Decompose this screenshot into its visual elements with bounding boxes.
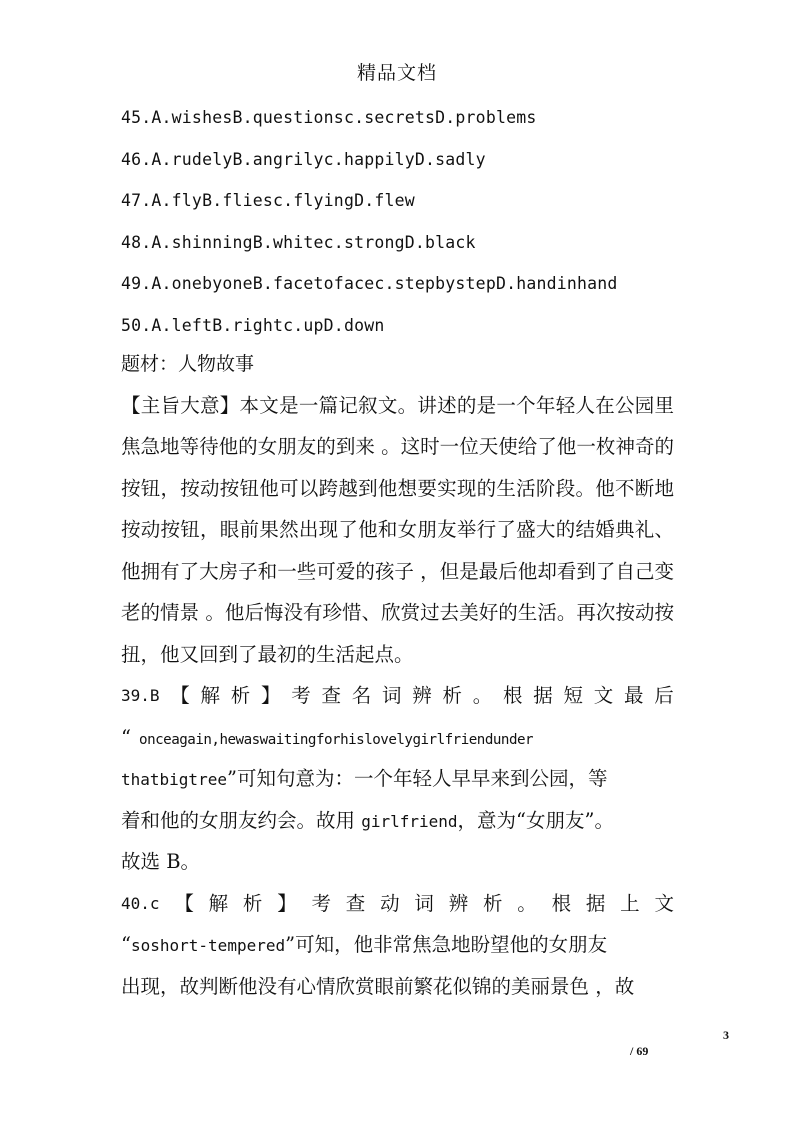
q39-line-4-b: ，意为“女朋友”。: [457, 808, 614, 832]
q40-token: 【: [174, 891, 194, 915]
q39-line-4-a: 着和他的女朋友约会。故用: [121, 808, 362, 832]
q40-line-2-text: ”可知，他非常焦急地盼望他的女朋友: [285, 933, 608, 956]
q39-token: 查: [321, 684, 342, 707]
option-line-45: 45.A.wishesB.questionsc.secretsD.problems: [121, 108, 537, 127]
q39-token: 】: [261, 684, 281, 707]
q40-token: 辨: [448, 891, 469, 915]
q39-quote-end: thatbigtree: [121, 770, 227, 789]
q40-token: 文: [654, 891, 674, 915]
q40-token: 解: [208, 891, 229, 915]
option-line-47: 47.A.flyB.fliesc.flyingD.flew: [121, 191, 415, 210]
q39-token: 后: [654, 684, 674, 707]
q39-token: 最: [624, 684, 644, 707]
q40-token: 析: [242, 891, 263, 915]
q39-token: 根: [503, 684, 523, 707]
q40-token: 上: [620, 891, 640, 915]
q39-quote-open: “: [121, 725, 131, 749]
q39-token: 【: [170, 684, 190, 707]
q39-answer: 故选 B。: [121, 850, 201, 873]
q40-quote-text: soshort-tempered: [130, 936, 286, 955]
q39-token: 考: [291, 684, 311, 707]
q39-token: 解: [200, 684, 221, 707]
summary-paragraph: 【主旨大意】本文是一篇记叙文。讲述的是一个年轻人在公园里焦急地等待他的女朋友的到来 。这时一位天使给了他一枚神奇的按钮，按动按钮他可以跨越到他想要实现的生活阶段。他不断地按动按钮，眼前果然出现了他和女朋友举行了盛大的结婚典礼、他拥有了大房子和一些可爱的孩子 ，但是最后他却看到了自己变老的情景 。他后悔没有珍惜、欣赏过去美好的生活。再次按动按扭，他又回到了最初的生活起点。: [121, 393, 674, 666]
q39-line-4: [121, 800, 674, 842]
q40-token: 。: [517, 891, 537, 915]
q40-line-3: 出现，故判断他没有心情欣赏眼前繁花似锦的美丽景色 ，故: [121, 974, 635, 998]
q39-token: 名: [351, 684, 372, 707]
q40-token: 根: [551, 891, 572, 915]
q39-token: 析: [442, 684, 463, 707]
q40-token: 40.c: [121, 893, 160, 913]
q40-line-2: [121, 924, 674, 966]
q40-token: 动: [380, 891, 400, 915]
option-line-48: 48.A.shinningB.whitec.strongD.black: [121, 232, 476, 252]
q39-token: 短: [563, 684, 584, 707]
option-line-46: 46.A.rudelyB.angrilyc.happilyD.sadly: [121, 149, 486, 169]
q39-token: 析: [230, 684, 251, 707]
page-number: 3: [723, 1028, 729, 1042]
page-total: / 69: [630, 1044, 649, 1058]
q40-heading-line: [121, 883, 674, 925]
q40-token: 】: [277, 891, 297, 915]
q39-token: 文: [593, 684, 614, 707]
option-line-49: 49.A.onebyoneB.facetofacec.stepbystepD.handinhand: [121, 274, 618, 293]
q40-quote-open: “: [121, 933, 131, 956]
q39-line-3-text: ”可知句意为：一个年轻人早早来到公园，等: [226, 767, 608, 790]
q39-line-3: [121, 758, 674, 800]
q39-token: 辨: [412, 684, 432, 707]
q40-token: 析: [482, 891, 503, 915]
page-header: 精品文档: [356, 62, 437, 84]
q39-token: 词: [382, 684, 402, 707]
q39-token: 39.B: [121, 686, 160, 705]
q39-token: 。: [472, 684, 493, 707]
q39-token: 据: [533, 684, 553, 707]
q40-token: 据: [585, 891, 606, 915]
q40-token: 词: [414, 891, 434, 915]
q40-token: 考: [311, 891, 332, 915]
option-line-50: 50.A.leftB.rightc.upD.down: [121, 315, 385, 335]
q40-token: 查: [345, 891, 366, 915]
q39-keyword: girlfriend: [361, 811, 458, 831]
topic-line: 题材：人物故事: [121, 353, 255, 375]
q39-heading-line: [121, 675, 674, 717]
q39-quote-line: [121, 717, 674, 759]
document-body: [121, 103, 674, 1007]
q39-quote-text: onceagain,hewaswaitingforhislovelygirlfriendunder: [130, 731, 534, 748]
